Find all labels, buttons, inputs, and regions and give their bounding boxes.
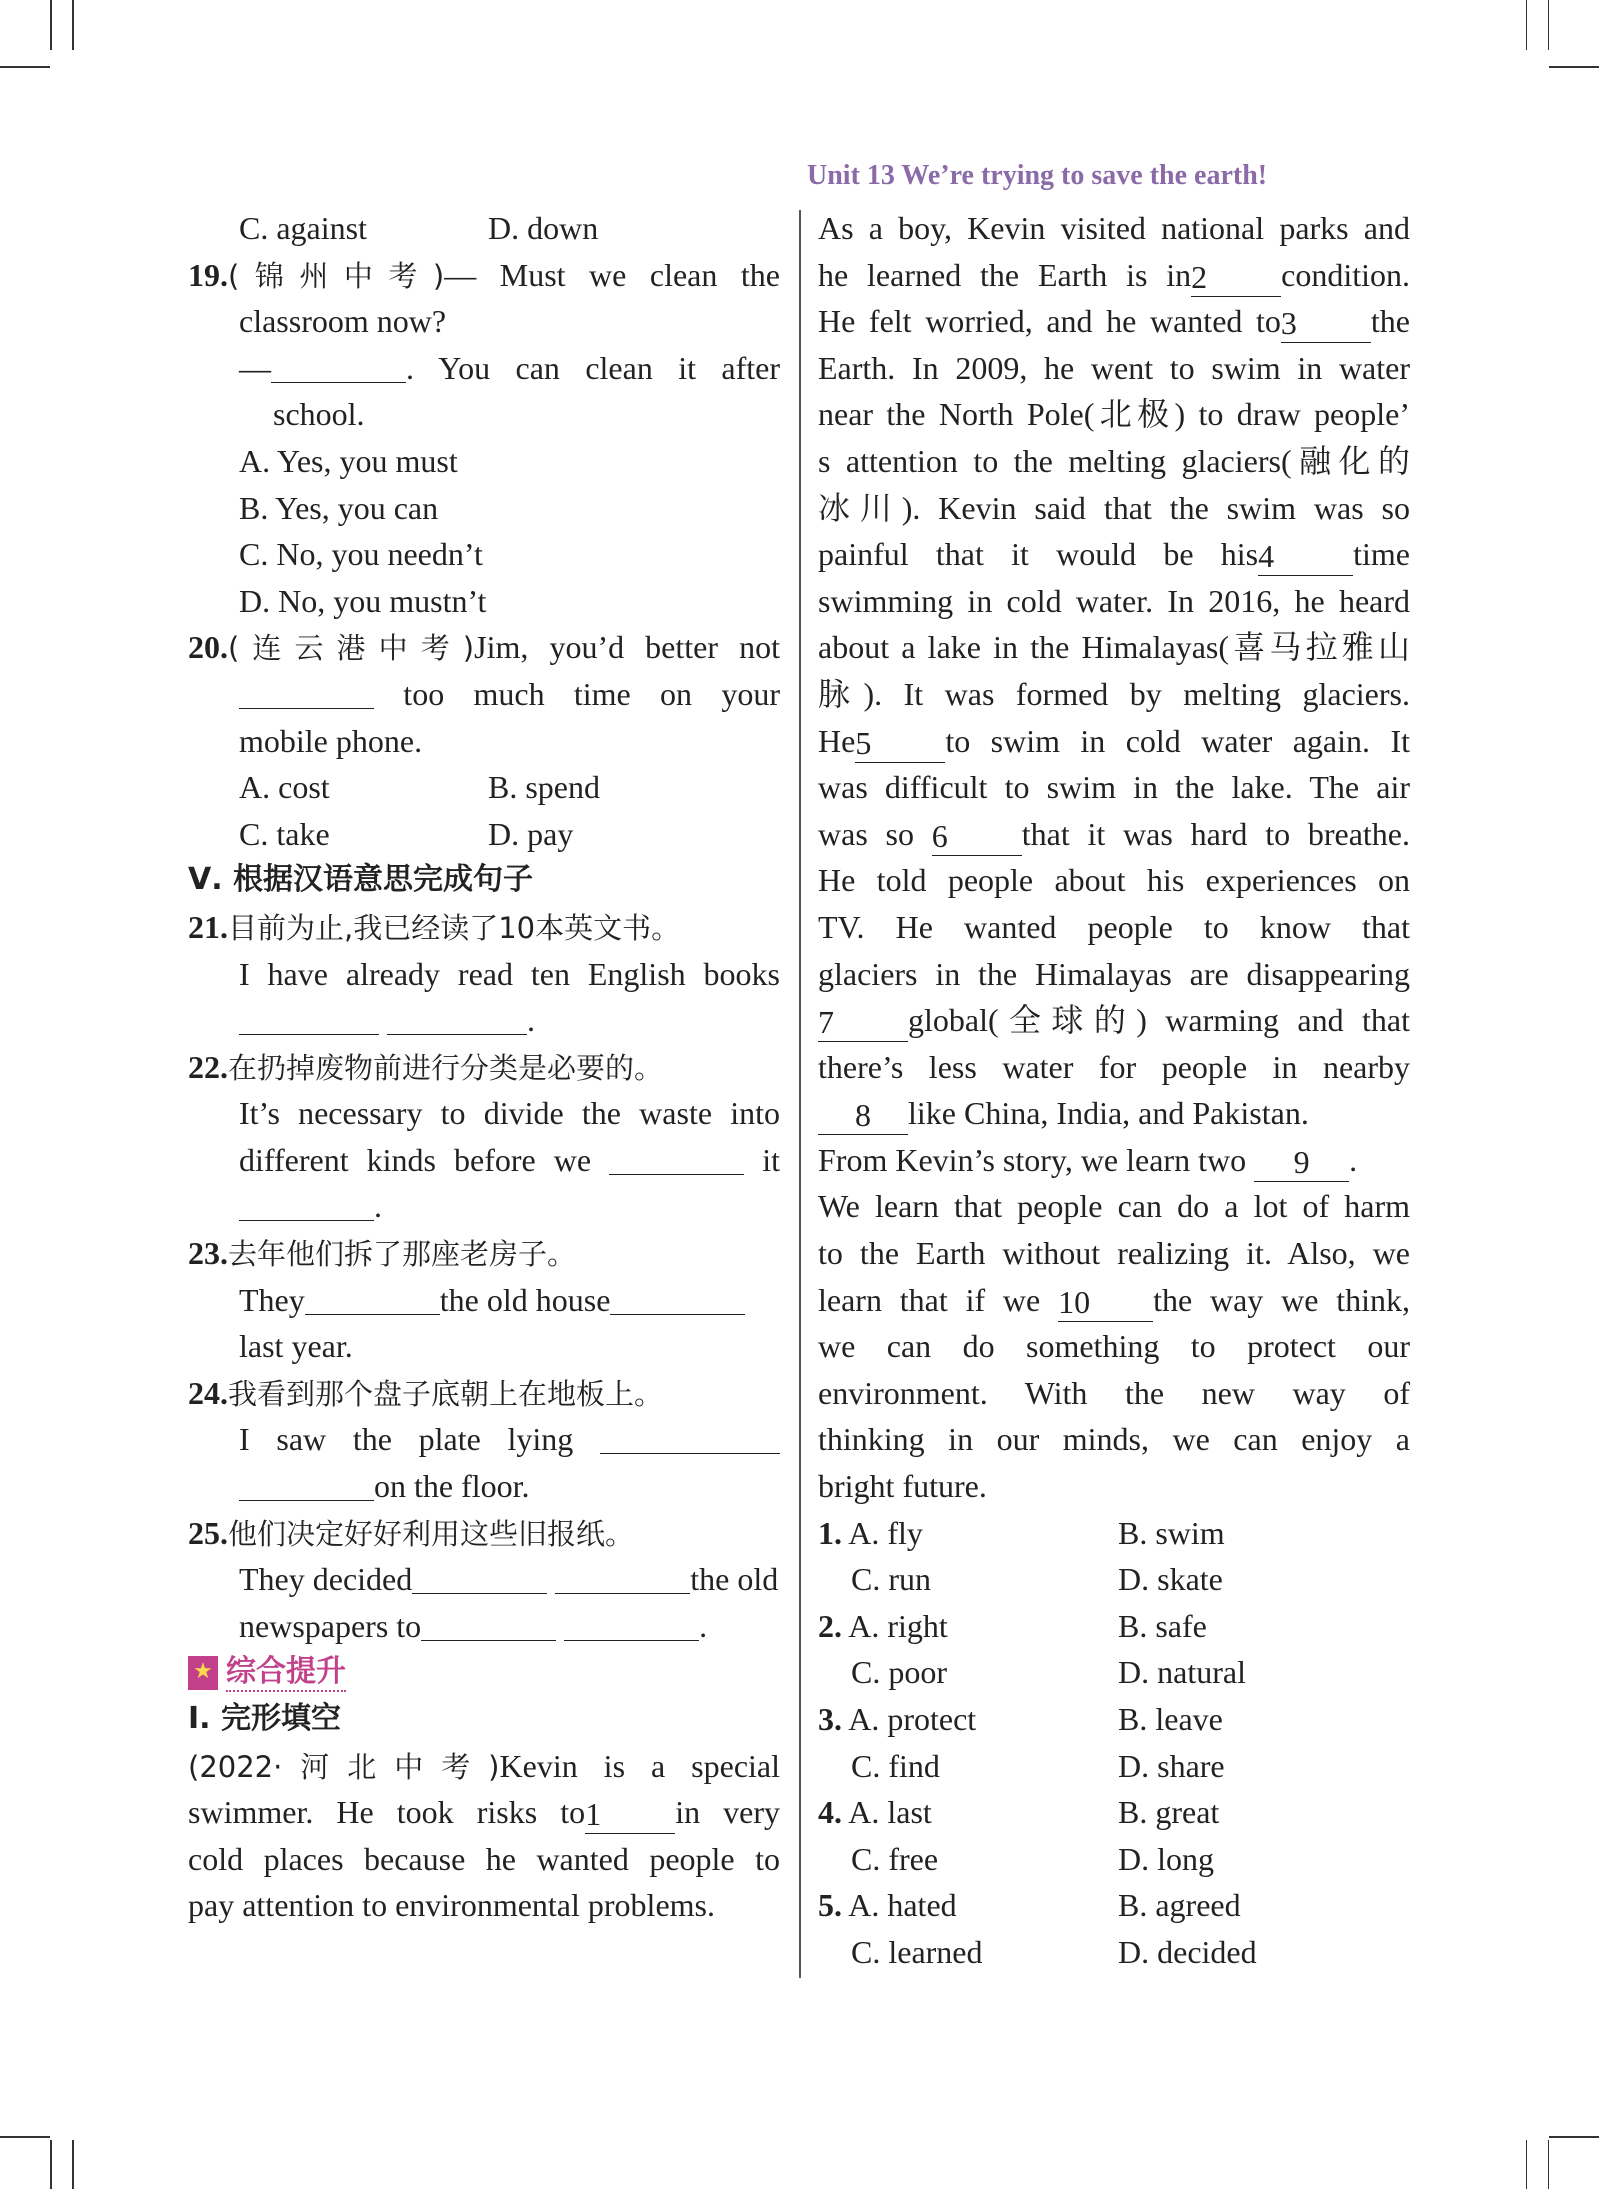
- passage-line: swimming in cold water. In 2016, he heard: [818, 582, 1410, 619]
- question-text: on the floor.: [374, 1468, 530, 1505]
- option-b: B. agreed: [1118, 1887, 1241, 1924]
- cloze-q5-ab: [818, 1882, 1410, 1929]
- question-text: I saw the plate lying: [239, 1421, 574, 1458]
- passage-text: he learned the Earth is in: [818, 256, 1192, 293]
- cloze-q2-ab: [818, 1603, 1410, 1650]
- answer-blank[interactable]: [239, 1468, 374, 1501]
- question-number: 3.: [818, 1701, 842, 1737]
- passage-text: condition.: [1281, 256, 1410, 293]
- question-chinese: 我看到那个盘子底朝上在地板上。: [228, 1376, 664, 1411]
- question-text: They decided: [239, 1561, 413, 1598]
- cloze-blank-4[interactable]: 4: [1258, 537, 1353, 576]
- question-text: the old house: [439, 1281, 611, 1318]
- passage-text: like China, India, and Pakistan.: [908, 1095, 1309, 1132]
- option-a: A. cost: [239, 769, 330, 806]
- question-chinese: 在扔掉废物前进行分类是必要的。: [228, 1050, 664, 1085]
- crop-mark: [72, 2140, 74, 2189]
- passage-text: the way we think,: [1153, 1281, 1411, 1318]
- question-source: (锦州中考): [228, 258, 445, 293]
- cloze-blank-1[interactable]: 1: [585, 1795, 675, 1834]
- option-a: A. fly: [848, 1514, 923, 1551]
- cloze-q4-ab: [818, 1789, 1410, 1836]
- question-text: Jim, you’d better not: [474, 629, 780, 666]
- option-a: A. last: [848, 1794, 932, 1831]
- option-c: C. poor: [851, 1654, 947, 1691]
- cloze-blank-8[interactable]: 8: [818, 1096, 908, 1135]
- option-a: A. hated: [848, 1887, 957, 1924]
- q23-en-1: [188, 1277, 780, 1324]
- question-text: They: [239, 1281, 305, 1318]
- crop-mark: [1526, 0, 1528, 50]
- cloze-q1-ab: [818, 1510, 1410, 1557]
- cloze-blank-2[interactable]: 2: [1191, 258, 1281, 297]
- question-text: the old: [690, 1561, 779, 1598]
- crop-mark: [72, 0, 74, 50]
- question-chinese: 目前为止,我已经读了10本英文书。: [228, 910, 681, 945]
- passage-text: time: [1353, 536, 1410, 573]
- passage-text: the: [1370, 303, 1410, 340]
- cloze-blank-7[interactable]: 7: [818, 1003, 908, 1042]
- option-c: C. free: [851, 1840, 939, 1877]
- answer-blank[interactable]: [412, 1561, 547, 1594]
- answer-blank[interactable]: [610, 1282, 745, 1315]
- question-number: 2.: [818, 1607, 842, 1644]
- dash: —: [239, 349, 271, 386]
- crop-mark: [1549, 66, 1599, 68]
- section-1-title: Ⅰ. 完形填空: [188, 1701, 342, 1736]
- crop-mark: [0, 2136, 50, 2138]
- passage-text: .: [1349, 1141, 1358, 1178]
- option-c: C. find: [851, 1747, 940, 1784]
- q19-line-2: classroom now?: [239, 303, 447, 340]
- q22-en-1: It’s necessary to divide the waste into: [239, 1095, 780, 1132]
- passage-text: in very: [675, 1794, 781, 1831]
- q22-en-2: [188, 1137, 780, 1184]
- cloze-q3-ab: [818, 1696, 1410, 1743]
- passage-line: there’s less water for people in nearby: [818, 1048, 1410, 1085]
- cloze-blank-6[interactable]: 6: [932, 817, 1022, 856]
- passage-line-4: pay attention to environmental problems.: [188, 1887, 715, 1924]
- question-number: 5.: [818, 1887, 842, 1924]
- q19-line-1: [188, 252, 780, 299]
- question-number: 20.: [188, 629, 228, 666]
- crop-mark: [50, 0, 52, 50]
- passage-text: He felt worried, and he wanted to: [818, 303, 1281, 340]
- passage-line-2: [188, 1789, 780, 1836]
- section-5-title: Ⅴ. 根据汉语意思完成句子: [188, 862, 534, 898]
- passage-line-1: [188, 1743, 780, 1790]
- section-label: 综合提升: [226, 1654, 346, 1692]
- passage-text: to swim in cold water again. It: [945, 722, 1410, 759]
- passage-line: s attention to the melting glaciers(融化的: [818, 442, 1410, 479]
- comprehensive-section-banner: [188, 1649, 780, 1696]
- answer-blank[interactable]: [387, 1002, 527, 1035]
- passage-text: painful that it would be his: [818, 536, 1259, 573]
- passage-line: we can do something to protect our: [818, 1328, 1410, 1365]
- passage-text: was so: [818, 815, 914, 852]
- q19-option-a: A. Yes, you must: [239, 442, 458, 479]
- passage-line: We learn that people can do a lot of harm: [818, 1188, 1410, 1225]
- passage-line: glaciers in the Himalayas are disappearing: [818, 955, 1410, 992]
- question-text: too much time on your: [403, 675, 780, 712]
- passage-line: [818, 997, 1410, 1044]
- cloze-q3-cd: [818, 1743, 1410, 1790]
- cloze-q2-cd: [818, 1649, 1410, 1696]
- option-d: D. share: [1118, 1747, 1225, 1784]
- question-number: 1.: [818, 1514, 842, 1551]
- q19-line-4: school.: [273, 396, 365, 433]
- q24-en-1: [188, 1416, 780, 1463]
- answer-blank[interactable]: [600, 1421, 780, 1454]
- passage-line: [818, 718, 1410, 765]
- passage-text: He: [818, 722, 856, 759]
- q21-cn: [188, 904, 780, 951]
- option-b: B. safe: [1118, 1607, 1207, 1644]
- option-b: B. swim: [1118, 1514, 1225, 1551]
- option-b: B. great: [1118, 1794, 1220, 1831]
- passage-line: [818, 1090, 1410, 1137]
- q19-option-d: D. No, you mustn’t: [239, 582, 487, 619]
- option-c: C. learned: [851, 1933, 983, 1970]
- left-column: [188, 205, 780, 1929]
- q21-blanks: .: [188, 997, 780, 1044]
- question-text: different kinds before we: [239, 1141, 592, 1178]
- passage-line-3: cold places because he wanted people to: [188, 1840, 780, 1877]
- q21-en: I have already read ten English books: [239, 955, 780, 992]
- passage-line: bright future.: [818, 1468, 987, 1505]
- unit-header: Unit 13 We’re trying to save the earth!: [807, 160, 1268, 191]
- question-chinese: 他们决定好好利用这些旧报纸。: [228, 1516, 635, 1551]
- passage-line: 脉). It was formed by melting glaciers.: [818, 675, 1410, 712]
- answer-blank[interactable]: [564, 1608, 699, 1641]
- question-text: newspapers to: [239, 1607, 422, 1644]
- passage-source: (2022·河北中考): [188, 1749, 500, 1784]
- passage-text: global(全球的) warming and that: [908, 1002, 1410, 1039]
- passage-line: As a boy, Kevin visited national parks and: [818, 210, 1410, 246]
- answer-blank[interactable]: [609, 1142, 744, 1175]
- q22-cn: [188, 1044, 780, 1091]
- option-d: D. down: [488, 210, 599, 246]
- q20-line-2: [188, 671, 780, 718]
- answer-blank[interactable]: [239, 676, 374, 709]
- q20-options-ab: [188, 764, 780, 811]
- question-number: 24.: [188, 1374, 228, 1411]
- column-divider: [799, 210, 801, 1978]
- q20-options-cd: [188, 811, 780, 858]
- question-number: 25.: [188, 1514, 228, 1551]
- passage-line: [818, 531, 1410, 578]
- option-d: D. long: [1118, 1840, 1214, 1877]
- question-chinese: 去年他们拆了那座老房子。: [228, 1237, 577, 1272]
- question-number: 21.: [188, 908, 228, 945]
- passage-line: [818, 1277, 1410, 1324]
- passage-line: He told people about his experiences on: [818, 862, 1410, 899]
- passage-line: 冰川). Kevin said that the swim was so: [818, 489, 1410, 526]
- q23-en-2: last year.: [239, 1328, 353, 1365]
- crop-mark: [50, 2140, 52, 2189]
- passage-line: Earth. In 2009, he went to swim in water: [818, 349, 1410, 386]
- option-a: A. protect: [848, 1701, 977, 1737]
- q22-blank: .: [188, 1183, 780, 1230]
- q20-line-1: [188, 624, 780, 671]
- option-c: C. take: [239, 815, 330, 852]
- question-text: it: [762, 1141, 781, 1178]
- passage-line: [818, 1137, 1410, 1184]
- passage-line: thinking in our minds, we can enjoy a: [818, 1421, 1410, 1458]
- right-column: [818, 205, 1410, 1976]
- q19-line-3: [188, 345, 780, 392]
- question-number: 22.: [188, 1048, 228, 1085]
- answer-blank[interactable]: [305, 1282, 440, 1315]
- option-d: D. pay: [488, 815, 574, 852]
- star-icon: ★: [188, 1656, 218, 1690]
- cloze-q1-cd: [818, 1556, 1410, 1603]
- question-source: (连云港中考): [228, 631, 475, 666]
- q18-options-cd: [188, 205, 780, 252]
- answer-blank[interactable]: [271, 350, 406, 383]
- answer-blank[interactable]: [239, 1002, 379, 1035]
- q19-option-c: C. No, you needn’t: [239, 536, 483, 573]
- q20-line-3: mobile phone.: [239, 722, 423, 759]
- passage-line: about a lake in the Himalayas(喜马拉雅山: [818, 629, 1410, 666]
- crop-mark: [0, 66, 50, 68]
- question-number: 23.: [188, 1235, 228, 1272]
- passage-line: to the Earth without realizing it. Also, we: [818, 1235, 1410, 1272]
- crop-mark: [1548, 2140, 1550, 2189]
- option-d: D. decided: [1118, 1933, 1257, 1970]
- passage-text: that it was hard to breathe.: [1021, 815, 1411, 852]
- cloze-q5-cd: [818, 1929, 1410, 1976]
- option-b: B. leave: [1118, 1701, 1223, 1737]
- cloze-q4-cd: [818, 1836, 1410, 1883]
- q19-option-b: B. Yes, you can: [239, 489, 439, 526]
- crop-mark: [1549, 2136, 1599, 2138]
- passage-line: TV. He wanted people to know that: [818, 908, 1410, 945]
- passage-line: near the North Pole(北极) to draw people’: [818, 396, 1410, 433]
- question-text: — Must we clean the: [444, 256, 780, 293]
- answer-blank[interactable]: [239, 1188, 374, 1221]
- option-c: C. run: [851, 1561, 931, 1598]
- q25-en-1: [188, 1556, 780, 1603]
- q25-en-2: newspapers to .: [239, 1607, 708, 1644]
- cloze-blank-5[interactable]: 5: [855, 724, 945, 763]
- question-text: . You can clean it after: [406, 349, 780, 386]
- passage-line: [818, 811, 1410, 858]
- passage-line: [818, 252, 1410, 299]
- passage-text: swimmer. He took risks to: [188, 1794, 586, 1831]
- crop-mark: [1526, 2140, 1528, 2189]
- option-d: D. skate: [1118, 1561, 1223, 1598]
- q24-cn: [188, 1370, 780, 1417]
- question-number: 19.: [188, 256, 228, 293]
- cloze-blank-3[interactable]: 3: [1281, 304, 1371, 343]
- q25-cn: [188, 1510, 780, 1557]
- crop-mark: [1548, 0, 1550, 50]
- option-a: A. right: [848, 1607, 948, 1644]
- answer-blank[interactable]: [555, 1561, 690, 1594]
- cloze-blank-9[interactable]: 9: [1254, 1143, 1349, 1182]
- option-c: C. against: [239, 210, 367, 246]
- option-d: D. natural: [1118, 1654, 1246, 1691]
- passage-line: was difficult to swim in the lake. The air: [818, 769, 1410, 806]
- q23-cn: [188, 1230, 780, 1277]
- answer-blank[interactable]: [421, 1608, 556, 1641]
- passage-text: Kevin is a special: [499, 1747, 780, 1784]
- passage-line: environment. With the new way of: [818, 1374, 1410, 1411]
- passage-text: learn that if we: [818, 1281, 1041, 1318]
- passage-text: From Kevin’s story, we learn two: [818, 1141, 1247, 1178]
- passage-line: [818, 298, 1410, 345]
- question-number: 4.: [818, 1794, 842, 1831]
- option-b: B. spend: [488, 769, 600, 806]
- q24-en-2: [188, 1463, 780, 1510]
- cloze-blank-10[interactable]: 10: [1058, 1283, 1153, 1322]
